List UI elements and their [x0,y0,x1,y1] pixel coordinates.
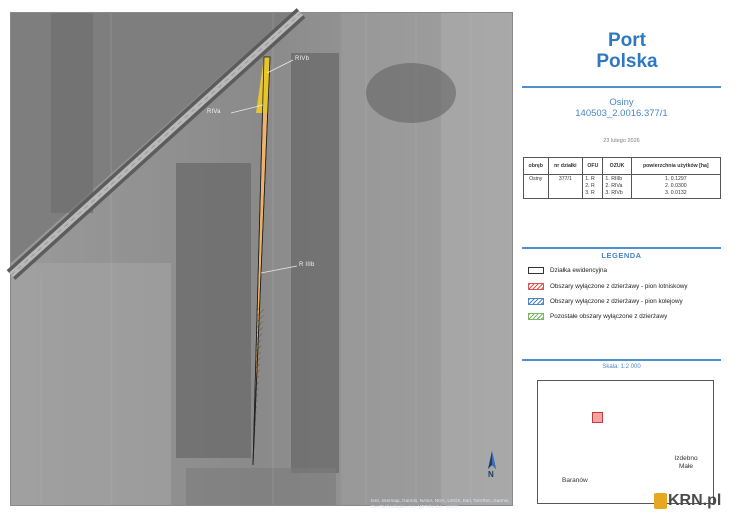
scale-label: Skala: 1:2 000 [602,364,641,370]
map-imagery [11,13,512,505]
watermark-text: KRN.pl [668,492,722,509]
overview-location-marker [592,412,603,423]
legend-item-pozostale [528,311,667,321]
legend-divider [522,247,721,249]
legend-label: Obszary wyłączone z dzierżawy - pion kolejowy [550,297,683,305]
overview-map[interactable] [537,380,714,504]
legend-swatch-blue-hatch-icon [528,298,544,305]
scale-divider [522,359,721,361]
ofu-2: 2. R [585,183,595,189]
map-attribution: Esri, Intermap, Garmin, NASA, NGA, USGS, Esri, TomTom, Garmin, GeoTechnologies, Inc, METI/NASA, USGS [371,498,510,509]
col-header-powierzchnia: powierzchnia użytków [ha] [631,158,720,175]
legend-label: Pozostałe obszary wyłączone z dzierżawy [550,312,668,320]
parcel-id: 140503_2.0016.377/1 [575,108,668,119]
parcel-header [522,97,721,119]
cell-ozuk [603,175,631,199]
area-2: 2. 0.0300 [664,183,687,189]
plot-label-riva: RIVa [207,109,221,115]
legend-item-lotniskowy [528,281,688,291]
col-header-obreb: obręb [524,158,549,175]
brand-line-1: Port [608,30,646,51]
krn-logo-icon [654,493,667,509]
cell-ofu [583,175,603,199]
ozuk-1: 1. RIIIb [605,176,623,182]
legend-swatch-green-hatch-icon [528,313,544,320]
ozuk-3: 3. RIVb [605,190,623,196]
plot-label-rivb: RIVb [295,56,310,62]
plot-label-riiib: R IIIb [299,262,315,268]
cell-powierzchnia [631,175,720,199]
legend-swatch-red-hatch-icon [528,283,544,290]
table-row [524,175,721,199]
col-header-ofu: OFU [583,158,603,175]
cell-obreb: Osiny [524,175,549,199]
ozuk-2: 2. RIVa [605,183,623,189]
overview-label-baranow: Baranów [562,477,588,484]
brand-line-2: Polska [596,51,658,72]
brand-logo [522,30,732,72]
legend-label: Obszary wyłączone z dzierżawy - pion lotniskowy [550,282,688,290]
legend-item-kolejowy [528,296,683,306]
col-header-nr-dzialki: nr działki [548,158,583,175]
header-divider [522,86,721,88]
krn-watermark [654,492,721,510]
col-header-ozuk: OZUK [603,158,631,175]
area-1: 1. 0.1297 [664,176,687,182]
place-name: Osiny [609,97,634,108]
legend-title: LEGENDA [601,251,642,260]
north-arrow-icon [481,449,503,483]
map-date: 23 lutego 2026 [603,138,640,144]
area-3: 3. 0.0132 [664,190,687,196]
cell-nr-dzialki: 377/1 [548,175,583,199]
ofu-3: 3. R [585,190,595,196]
legend-label: Działka ewidencyjna [550,266,608,274]
legend-swatch-outline-icon [528,267,544,274]
parcel-table [523,157,721,199]
aerial-map[interactable] [10,12,513,509]
overview-label-izdebno: Izdebno Małe [674,455,698,470]
ofu-1: 1. R [585,176,595,182]
legend-item-dzialka [528,265,607,275]
north-label: N [488,470,494,479]
